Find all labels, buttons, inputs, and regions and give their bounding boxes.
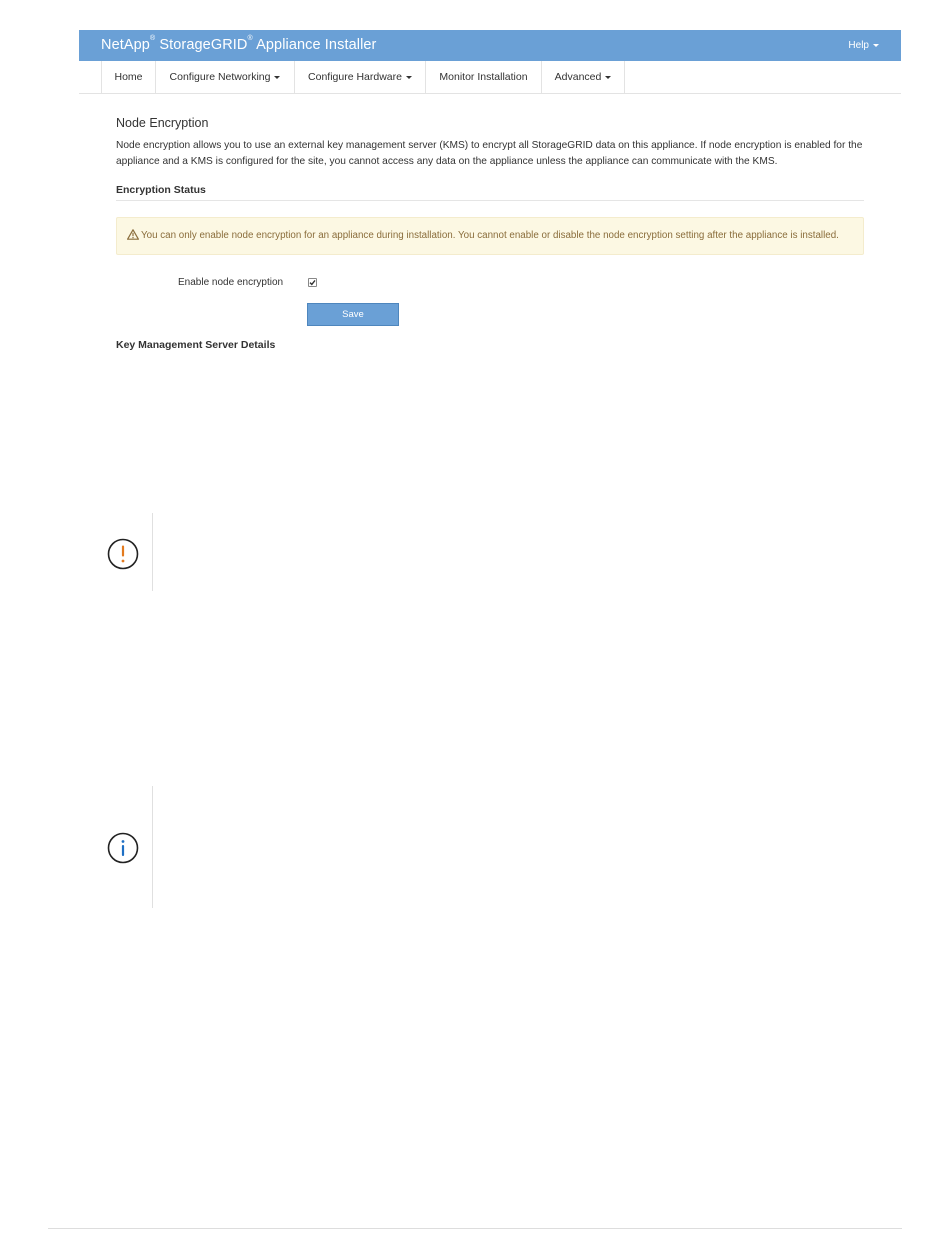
page-title: Node Encryption: [116, 116, 209, 130]
nav-configure-hardware[interactable]: Configure Hardware: [294, 61, 425, 93]
caution-admonition-rule: [152, 513, 153, 591]
kms-details-heading: Key Management Server Details: [116, 339, 276, 351]
chevron-down-icon: [605, 76, 611, 79]
chevron-down-icon: [274, 76, 280, 79]
top-header-bar: [79, 30, 901, 61]
chevron-down-icon: [873, 44, 879, 47]
save-button[interactable]: Save: [307, 303, 399, 326]
nav-configure-networking[interactable]: Configure Networking: [155, 61, 294, 93]
help-menu[interactable]: Help: [848, 40, 879, 51]
caution-admonition-icon: [95, 523, 151, 585]
main-nav: [79, 61, 901, 94]
checkmark-icon: [309, 279, 316, 286]
app-title: NetApp® StorageGRID® Appliance Installer: [101, 35, 377, 53]
encryption-status-heading: Encryption Status: [116, 184, 206, 196]
note-admonition-icon: [95, 817, 151, 879]
info-icon: [106, 831, 140, 865]
nav-home[interactable]: Home: [101, 61, 155, 93]
chevron-down-icon: [406, 76, 412, 79]
nav-advanced[interactable]: Advanced: [541, 61, 625, 93]
installer-screenshot: [79, 30, 901, 364]
nav-monitor-installation[interactable]: Monitor Installation: [425, 61, 541, 93]
note-admonition-rule: [152, 786, 153, 908]
section-divider: [116, 200, 864, 201]
footer-divider: [48, 1228, 902, 1229]
intro-text: Node encryption allows you to use an external key management server (KMS) to encrypt all StorageGRID data on this appliance. If node encryption is enabled for the appliance and a KMS is configured for the site, you cannot access any data on the appliance unless the appliance can communicate with the KMS.: [116, 140, 863, 167]
enable-encryption-label: Enable node encryption: [178, 277, 284, 288]
warning-alert: You can only enable node encryption for an appliance during installation. You cannot enable or disable the node encryption setting after the appliance is installed.: [116, 217, 864, 255]
enable-encryption-checkbox[interactable]: [308, 278, 317, 287]
warning-icon: [127, 229, 139, 240]
exclamation-icon: [106, 537, 140, 571]
